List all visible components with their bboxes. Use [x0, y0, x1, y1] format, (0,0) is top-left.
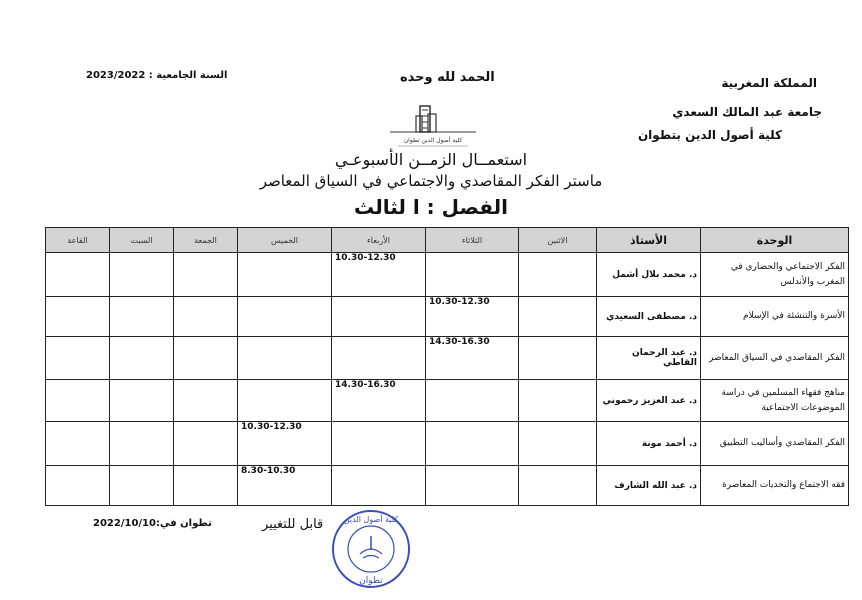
wednesday-cell	[332, 337, 426, 380]
logo-caption: كلية أصول الدين تطوان	[403, 137, 463, 144]
professor-cell: د. أحمد مونة	[597, 422, 701, 466]
friday-cell	[174, 380, 238, 422]
wednesday-cell	[332, 466, 426, 506]
table-row	[46, 466, 849, 506]
tuesday-cell	[426, 466, 519, 506]
saturday-cell	[110, 253, 174, 297]
unit-cell: فقه الاجتماع والتحديات المعاصرة	[701, 466, 849, 506]
table-row	[46, 337, 849, 380]
professor-cell: د. محمد بلال أشمل	[597, 253, 701, 297]
faculty-label: كلية أصول الدين بتطوان	[637, 128, 782, 142]
friday-cell	[174, 297, 238, 337]
monday-cell	[519, 422, 597, 466]
hall-cell	[46, 422, 110, 466]
professor-cell: د. عبد الرحمان القاطي	[597, 337, 701, 380]
tuesday-cell	[426, 380, 519, 422]
monday-cell	[519, 297, 597, 337]
wednesday-cell	[332, 297, 426, 337]
professor-cell: د. عبد العزيز رحموني	[597, 380, 701, 422]
friday-cell	[174, 422, 238, 466]
professor-cell: د. عبد الله الشارف	[597, 466, 701, 506]
schedule-title: استعمــال الزمــن الأسبوعـي	[334, 150, 528, 169]
header-friday: الجمعة	[174, 228, 238, 253]
header-tuesday: الثلاثاء	[426, 228, 519, 253]
thursday-cell: 8.30-10.30	[238, 466, 332, 506]
unit-cell: الفكر المقاصدي وأساليب التطبيق	[701, 422, 849, 466]
table-row	[46, 297, 849, 337]
monday-cell	[519, 380, 597, 422]
kingdom-label: المملكة المغربية	[721, 76, 817, 90]
program-title: ماستر الفكر المقاصدي والاجتماعي في السياق المعاصر	[259, 172, 603, 190]
unit-cell: الأسرة والتنشئة في الإسلام	[701, 297, 849, 337]
unit-cell: مناهج فقهاء المسلمين في دراسة الموضوعات الاجتماعية	[701, 380, 849, 422]
table-row	[46, 380, 849, 422]
table-row	[46, 422, 849, 466]
monday-cell	[519, 253, 597, 297]
stamp-top-text: كلية أصول الدين	[343, 515, 399, 524]
hall-cell	[46, 297, 110, 337]
wednesday-cell	[332, 422, 426, 466]
saturday-cell	[110, 422, 174, 466]
header-hall: القاعة	[46, 228, 110, 253]
subject-to-change-note: قابل للتغيير	[262, 517, 324, 532]
wednesday-cell: 14.30-16.30	[332, 380, 426, 422]
tuesday-cell	[426, 422, 519, 466]
unit-cell: الفكر المقاصدي في السياق المعاصر	[701, 337, 849, 380]
saturday-cell	[110, 337, 174, 380]
saturday-cell	[110, 380, 174, 422]
university-label: جامعة عبد المالك السعدي	[672, 105, 822, 119]
thursday-cell	[238, 297, 332, 337]
header-monday: الاثنين	[519, 228, 597, 253]
schedule-table	[45, 227, 849, 506]
header-thursday: الخميس	[238, 228, 332, 253]
hall-cell	[46, 466, 110, 506]
faculty-stamp-icon	[330, 508, 412, 590]
header-professor: الأستاذ	[597, 228, 701, 253]
unit-cell: الفكر الاجتماعي والحضاري في المغرب والأندلس	[701, 253, 849, 297]
header-saturday: السبت	[110, 228, 174, 253]
table-header-row	[46, 228, 849, 253]
monday-cell	[519, 466, 597, 506]
academic-year: السنة الجامعية : 2023/2022	[86, 70, 228, 81]
hall-cell	[46, 253, 110, 297]
thursday-cell	[238, 380, 332, 422]
thursday-cell	[238, 253, 332, 297]
tuesday-cell: 14.30-16.30	[426, 337, 519, 380]
hall-cell	[46, 337, 110, 380]
thursday-cell	[238, 337, 332, 380]
footer-date: تطوان في:2022/10/10	[93, 518, 212, 529]
stamp-bottom-text: تطوان	[359, 576, 383, 586]
hall-cell	[46, 380, 110, 422]
basmala-text: الحمد لله وحده	[400, 70, 495, 85]
header-unit: الوحدة	[701, 228, 849, 253]
saturday-cell	[110, 297, 174, 337]
saturday-cell	[110, 466, 174, 506]
tuesday-cell: 10.30-12.30	[426, 297, 519, 337]
tuesday-cell	[426, 253, 519, 297]
table-row	[46, 253, 849, 297]
header-wednesday: الأربعاء	[332, 228, 426, 253]
monday-cell	[519, 337, 597, 380]
friday-cell	[174, 253, 238, 297]
friday-cell	[174, 337, 238, 380]
faculty-logo-icon	[388, 104, 478, 150]
wednesday-cell: 10.30-12.30	[332, 253, 426, 297]
semester-title: الفصل : ا لثالث	[354, 195, 508, 219]
friday-cell	[174, 466, 238, 506]
thursday-cell: 10.30-12.30	[238, 422, 332, 466]
professor-cell: د. مصطفى السعيدي	[597, 297, 701, 337]
